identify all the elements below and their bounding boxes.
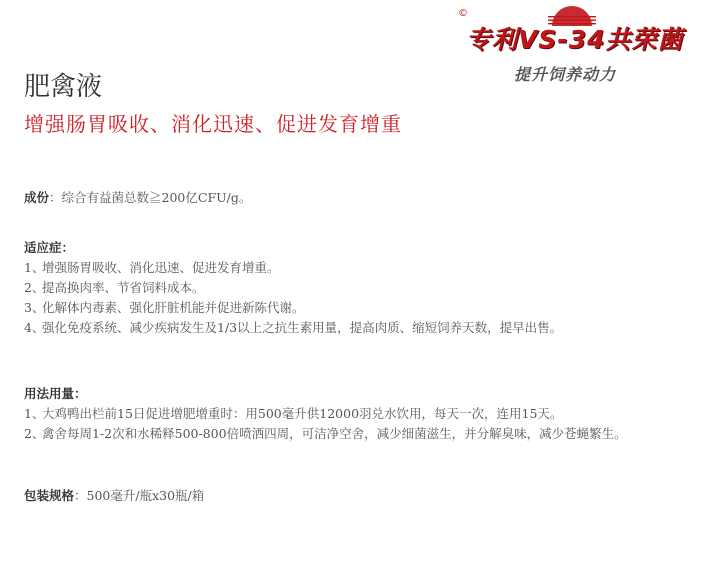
list-item-text: 强化免疫系统、减少疾病发生及1/3以上之抗生素用量，提高肉质、缩短饲养天数，提早出售。 xyxy=(42,320,563,335)
brand-slogan: 提升饲养动力 xyxy=(514,65,617,84)
list-item-number: 2、 xyxy=(24,280,45,295)
packaging-separator: ： xyxy=(74,488,87,503)
indications-section xyxy=(24,238,684,338)
usage-section xyxy=(24,384,694,444)
composition-label: 成份 xyxy=(24,190,50,205)
list-item-text: 提高换肉率、节省饲料成本。 xyxy=(42,280,205,295)
list-item-number: 4、 xyxy=(24,320,45,335)
composition-section xyxy=(24,188,694,208)
usage-label: 用法用量： xyxy=(24,386,87,401)
list-item-text: 大鸡鸭出栏前15日促进增肥增重时：用500毫升供12000羽兑水饮用，每天一次，连用15天。 xyxy=(42,406,563,421)
list-item xyxy=(24,318,684,338)
indications-label: 适应症： xyxy=(24,240,75,255)
list-item xyxy=(24,424,694,444)
brand-name: 专利VS-34共荣菌 xyxy=(466,25,684,54)
registered-mark: © xyxy=(458,8,468,19)
composition-separator: ： xyxy=(49,190,62,205)
list-item-number: 2、 xyxy=(24,426,45,441)
list-item xyxy=(24,278,684,298)
list-item-number: 3、 xyxy=(24,300,45,315)
composition-text: 综合有益菌总数≧200亿CFU/g。 xyxy=(61,190,252,205)
list-item-text: 禽舍每周1-2次和水稀释500-800倍喷洒四周，可洁净空舍，减少细菌滋生，并分解臭味，减少苍蝇繁生。 xyxy=(42,426,627,441)
packaging-label: 包装规格 xyxy=(24,488,75,503)
list-item-number: 1、 xyxy=(24,260,45,275)
list-item-number: 1、 xyxy=(24,406,45,421)
list-item xyxy=(24,404,694,424)
packaging-text: 500毫升/瓶x30瓶/箱 xyxy=(86,488,205,503)
packaging-section xyxy=(24,486,694,506)
brand-logo xyxy=(458,6,698,90)
list-item xyxy=(24,258,684,278)
list-item xyxy=(24,298,684,318)
list-item-text: 增强肠胃吸收、消化迅速、促进发育增重。 xyxy=(42,260,280,275)
product-subtitle: 增强肠胃吸收、消化迅速、促进发育增重 xyxy=(24,112,402,136)
product-title: 肥禽液 xyxy=(24,72,103,102)
list-item-text: 化解体内毒素、强化肝脏机能并促进新陈代谢。 xyxy=(42,300,305,315)
